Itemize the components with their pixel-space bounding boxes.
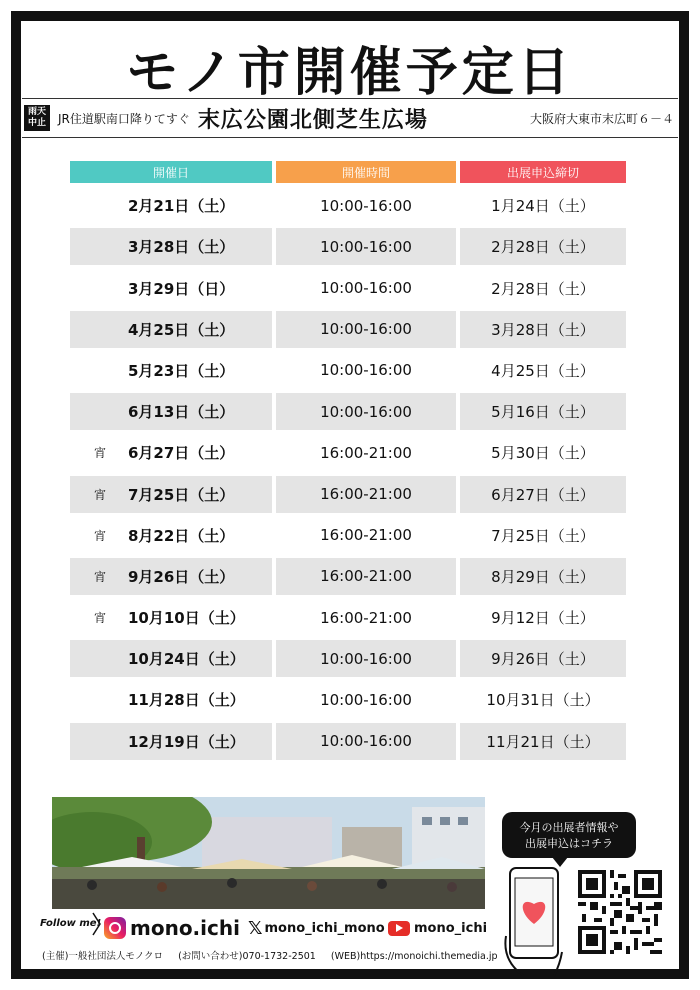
application-deadline: 9月26日（土） [460,640,626,677]
event-date: 9月26日（土） [70,558,272,595]
application-deadline: 4月25日（土） [491,361,595,380]
event-date: 5月23日（土） [128,361,235,380]
event-time: 10:00-16:00 [320,361,412,380]
table-row [70,723,626,760]
event-date: 6月27日（土） [128,444,235,463]
rain-badge-line2: 中止 [27,118,46,128]
organizer: (主催)一般社団法人モノクロ [42,951,164,962]
event-date: 10月10日（土） [128,609,245,628]
market-photo [52,797,485,909]
table-row [70,270,626,307]
page-title: モノ市開催予定日 [126,43,574,103]
table-row [70,393,626,430]
table-row [70,476,626,513]
header-date: 開催日 [70,161,272,183]
event-date: 12月19日（土） [70,723,272,760]
application-deadline: 10月31日（土） [486,691,600,710]
table-row [70,681,626,718]
website-link[interactable]: (WEB)https://monoichi.themedia.jp [330,951,498,962]
event-time: 10:00-16:00 [320,279,412,298]
table-row [70,517,626,554]
youtube-handle: mono_ichi [414,920,488,936]
application-deadline: 6月27日（土） [460,476,626,513]
event-time: 16:00-21:00 [320,526,412,545]
event-time: 10:00-16:00 [276,723,456,760]
event-time: 16:00-21:00 [320,443,412,462]
event-time: 16:00-21:00 [276,476,456,513]
follow-arrow-icon [92,912,102,936]
table-row [70,558,626,595]
table-row [70,228,626,265]
event-date: 7月25日（土） [70,476,272,513]
instagram-icon [104,917,126,939]
venue-address: 大阪府大東市末広町６－４ [529,111,674,126]
night-market-mark: 宵 [94,569,107,584]
event-time: 10:00-16:00 [276,393,456,430]
contact-phone: (お問い合わせ)070-1732-2501 [178,951,316,962]
application-deadline: 2月28日（土） [491,279,595,298]
market-photo-illustration [52,797,485,909]
event-date: 8月22日（土） [128,526,235,545]
rain-cancel-badge [24,105,50,131]
table-header [70,161,626,183]
night-market-mark: 宵 [94,611,107,626]
application-deadline: 3月28日（土） [460,311,626,348]
application-deadline: 7月25日（土） [491,526,595,545]
venue-name: 末広公園北側芝生広場 [197,107,428,133]
x-icon: 𝕏 [248,917,263,939]
smartphone-hand-icon [504,866,576,978]
bubble-line2: 出展申込はコチラ [525,837,613,850]
event-date: 3月28日（土） [70,228,272,265]
youtube-icon [388,921,410,936]
application-deadline: 11月21日（土） [460,723,626,760]
night-market-mark: 宵 [94,487,107,502]
event-time: 10:00-16:00 [276,640,456,677]
x-link[interactable] [248,913,385,943]
venue-bar [22,98,678,138]
event-date: 11月28日（土） [128,691,245,710]
follow-me-label: Follow me! [40,918,102,929]
speech-bubble [502,812,636,858]
table-row [70,187,626,224]
header-time: 開催時間 [276,161,456,183]
table-row [70,311,626,348]
x-handle: mono_ichi_mono [264,920,385,936]
instagram-link[interactable] [104,913,240,943]
night-market-mark: 宵 [94,528,107,543]
access-info: JR住道駅南口降りてすぐ [58,111,190,126]
event-time: 10:00-16:00 [320,196,412,215]
youtube-link[interactable] [388,913,487,943]
application-deadline: 1月24日（土） [491,197,595,216]
bubble-line1: 今月の出展者情報や [519,821,619,834]
application-deadline: 8月29日（土） [460,558,626,595]
event-date: 4月25日（土） [70,311,272,348]
event-date: 2月21日（土） [128,197,235,216]
event-time: 10:00-16:00 [276,311,456,348]
qr-code[interactable] [578,870,662,954]
instagram-handle: mono.ichi [130,916,240,940]
event-date: 6月13日（土） [70,393,272,430]
table-row [70,352,626,389]
night-market-mark: 宵 [94,446,107,461]
event-time: 10:00-16:00 [276,228,456,265]
application-deadline: 5月30日（土） [491,444,595,463]
schedule-table [70,161,626,760]
event-date: 10月24日（土） [70,640,272,677]
application-deadline: 5月16日（土） [460,393,626,430]
event-date: 3月29日（日） [128,279,235,298]
event-time: 10:00-16:00 [320,690,412,709]
table-row [70,434,626,471]
footer-info [42,948,498,962]
header-deadline: 出展申込締切 [460,161,626,183]
table-row [70,640,626,677]
application-deadline: 9月12日（土） [491,609,595,628]
application-deadline: 2月28日（土） [460,228,626,265]
event-time: 16:00-21:00 [320,608,412,627]
table-row [70,599,626,636]
rain-badge-line1: 雨天 [27,107,46,117]
event-time: 16:00-21:00 [276,558,456,595]
